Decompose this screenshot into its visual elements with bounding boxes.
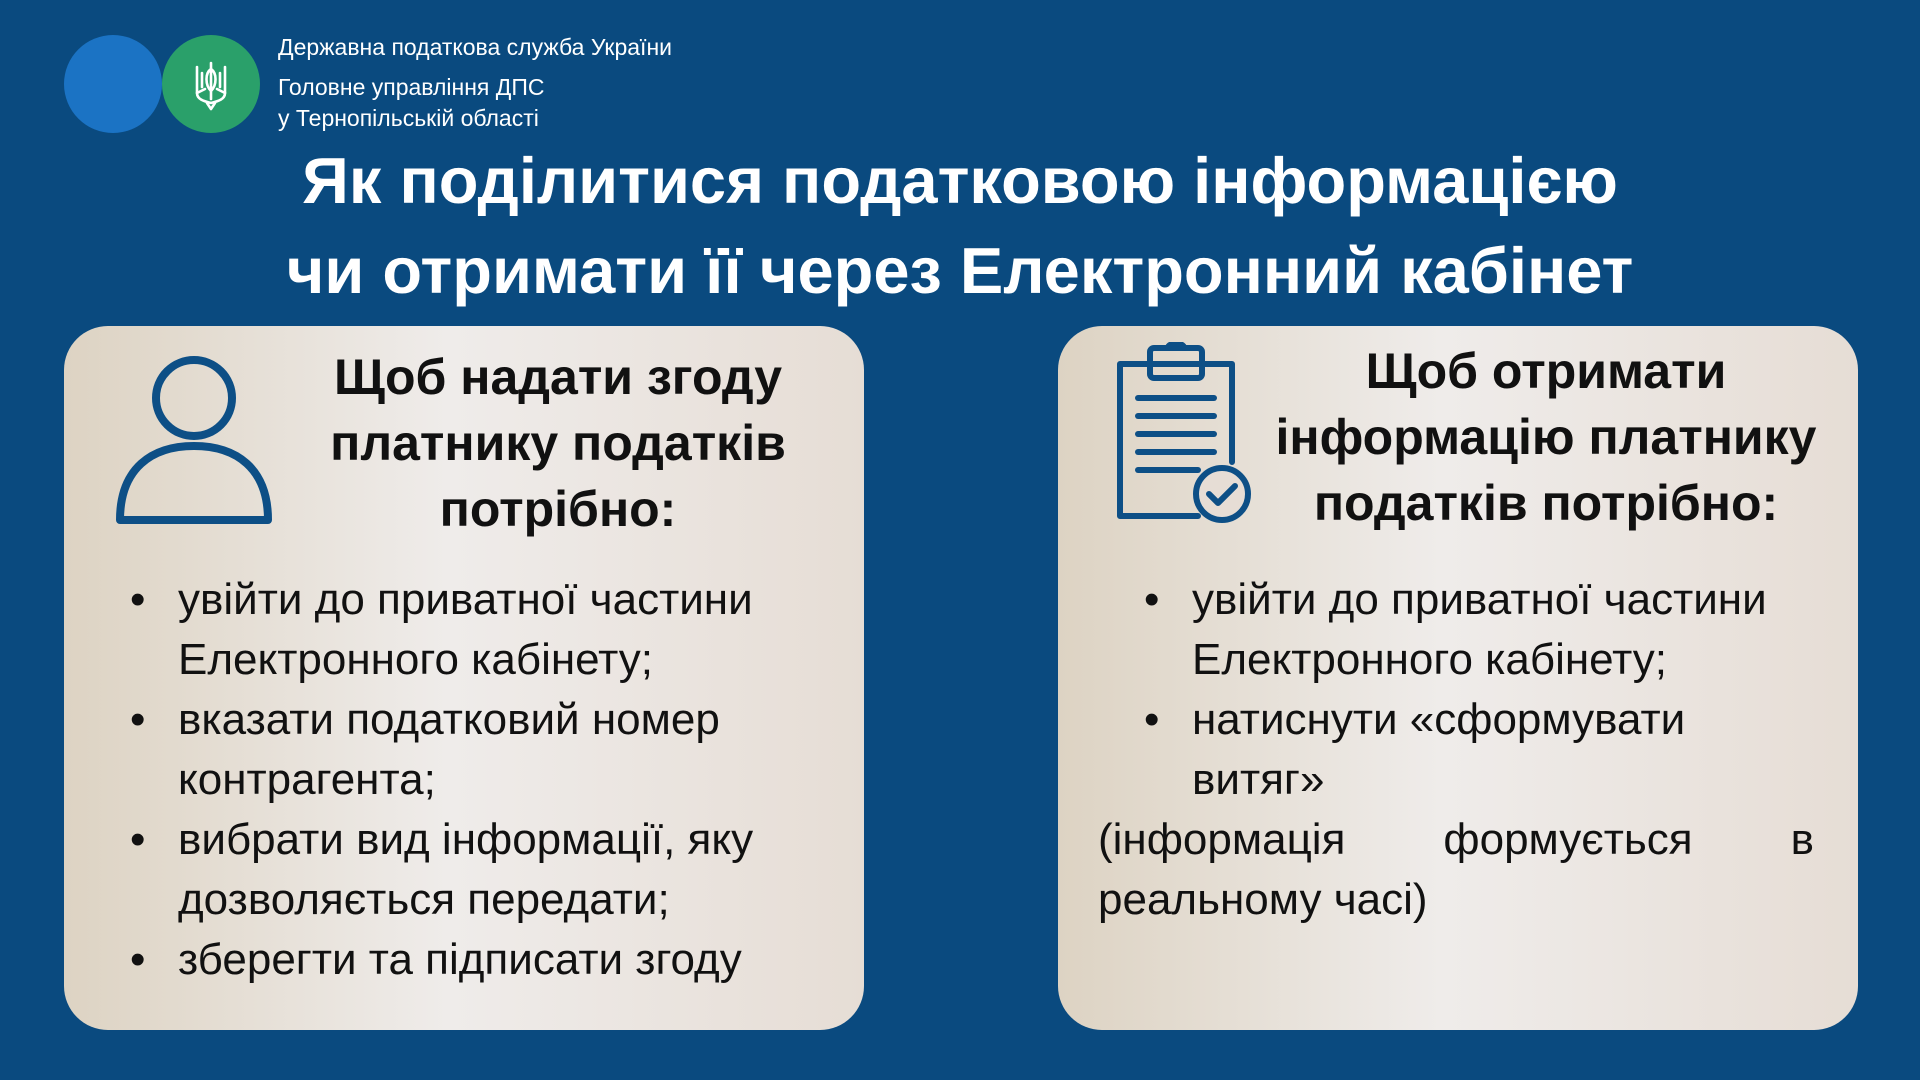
clipboard-check-icon	[1114, 342, 1254, 526]
list-item-text: вибрати вид інформації, яку	[178, 815, 754, 864]
list-item	[124, 810, 854, 930]
list-item-text: вказати податковий номер	[178, 695, 720, 744]
note-word: в	[1790, 815, 1814, 864]
receive-info-card	[1058, 326, 1858, 1030]
title-line-1: Як поділитися податковою інформацією	[302, 144, 1618, 217]
trident-icon	[191, 59, 231, 111]
user-icon	[114, 350, 274, 530]
list-item	[124, 930, 854, 990]
list-item-text: зберегти та підписати згоду	[178, 935, 742, 984]
list-item-text: контрагента;	[178, 755, 436, 804]
list-item-text: дозволяється передати;	[178, 875, 670, 924]
realtime-note	[1098, 810, 1814, 930]
title-line-2: чи отримати її через Електронний кабінет	[286, 234, 1634, 307]
consent-card-heading	[274, 344, 842, 542]
logo-blue-circle	[64, 35, 162, 133]
list-item	[124, 690, 854, 810]
consent-heading-line: Щоб надати згоду	[334, 349, 782, 405]
consent-steps-list	[124, 570, 854, 990]
list-item	[1138, 570, 1838, 690]
list-item-text: витяг»	[1192, 755, 1325, 804]
list-item-text: увійти до приватної частини	[178, 575, 753, 624]
note-word: (інформація	[1098, 815, 1346, 864]
bullet: •	[130, 935, 146, 984]
consent-card	[64, 326, 864, 1030]
receive-heading-line: Щоб отримати	[1365, 343, 1727, 399]
list-item-text: натиснути «сформувати	[1192, 695, 1686, 744]
consent-heading-line: потрібно:	[439, 481, 677, 537]
page-title	[0, 136, 1920, 316]
bullet: •	[1144, 695, 1160, 744]
list-item-text: Електронного кабінету;	[178, 635, 654, 684]
bullet: •	[130, 575, 146, 624]
org-line-region: у Тернопільській області	[278, 105, 539, 131]
receive-card-heading	[1246, 338, 1846, 536]
bullet: •	[130, 695, 146, 744]
receive-heading-line: інформацію платнику	[1275, 409, 1817, 465]
receive-heading-line: податків потрібно:	[1313, 475, 1779, 531]
list-item-text: Електронного кабінету;	[1192, 635, 1668, 684]
receive-steps-list	[1138, 570, 1838, 810]
consent-heading-line: платнику податків	[330, 415, 786, 471]
note-line-2: реальному часі)	[1098, 875, 1428, 924]
note-word: формується	[1443, 815, 1693, 864]
organization-name	[278, 32, 672, 134]
logo-green-circle	[162, 35, 260, 133]
org-line-service: Державна податкова служба України	[278, 34, 672, 60]
bullet: •	[130, 815, 146, 864]
list-item	[1138, 690, 1838, 810]
dps-logo	[64, 34, 260, 134]
list-item	[124, 570, 854, 690]
list-item-text: увійти до приватної частини	[1192, 575, 1767, 624]
bullet: •	[1144, 575, 1160, 624]
org-line-department: Головне управління ДПС	[278, 74, 545, 100]
